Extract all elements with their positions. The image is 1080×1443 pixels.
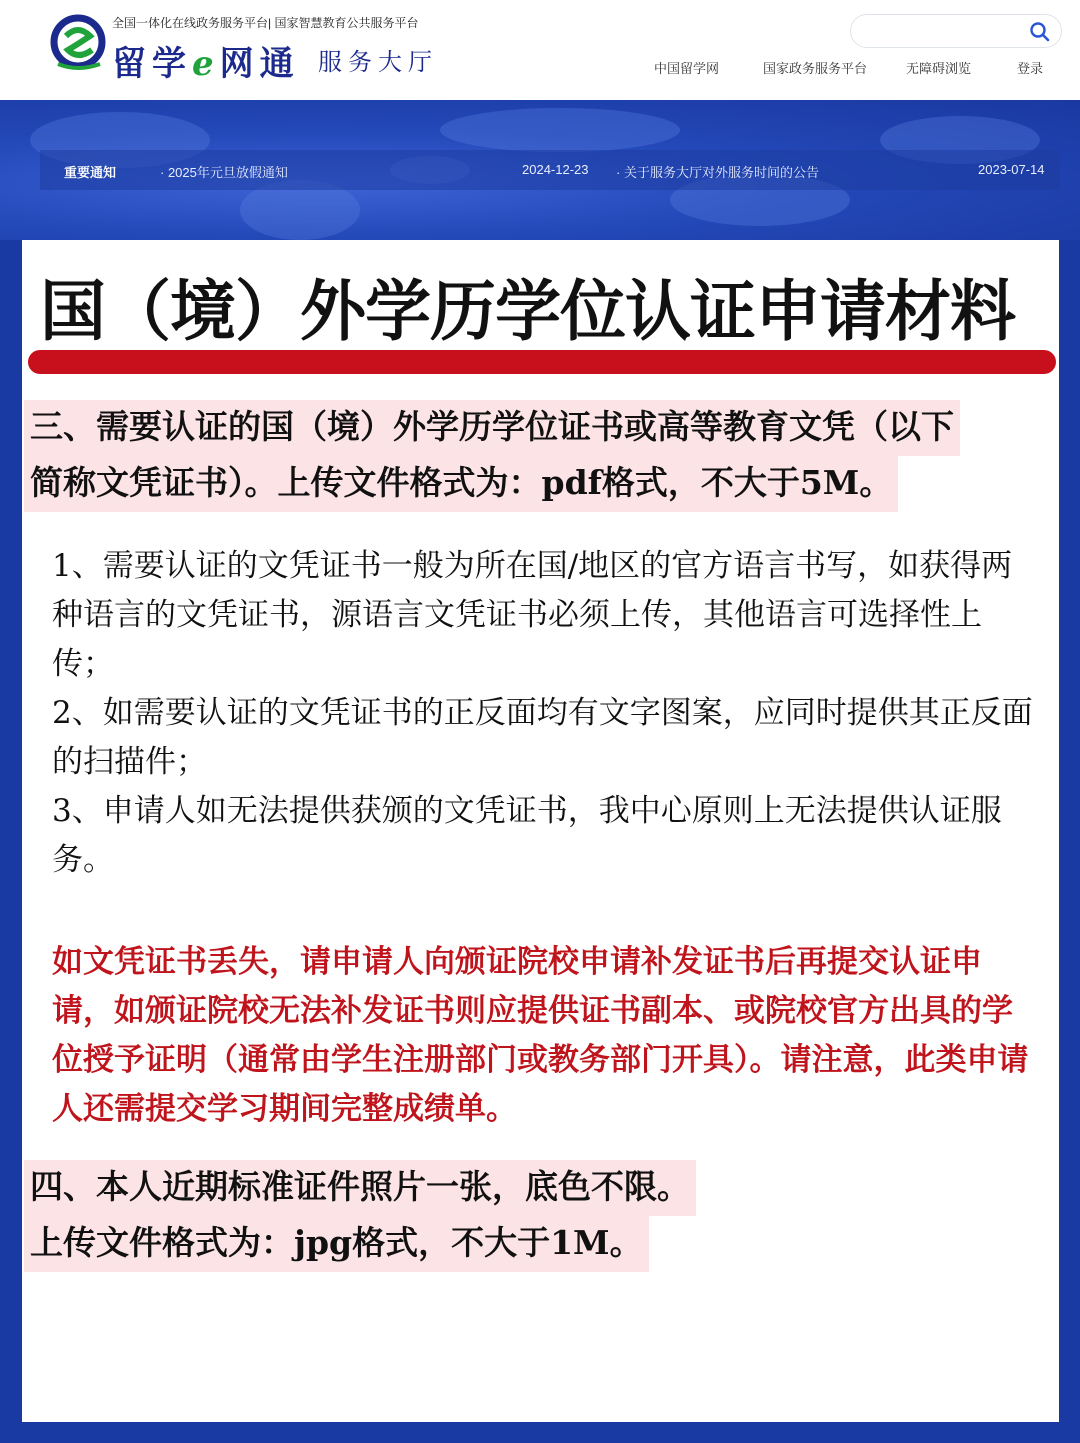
lost-certificate-warning: 如文凭证书丢失，请申请人向颁证院校申请补发证书后再提交认证申请，如颁证院校无法补发证书则应提供证书副本、或院校官方出具的学位授予证明（通常由学生注册部门或教务部门开具）。请注意，此类申请人还需提交学习期间完整成绩单。 bbox=[52, 944, 1029, 1127]
section-4-heading bbox=[24, 1160, 696, 1272]
page-title: 国（境）外学历学位认证申请材料 bbox=[40, 272, 1015, 350]
notice-banner bbox=[0, 100, 1080, 240]
notice-item-date: 2023-07-14 bbox=[978, 162, 1045, 177]
nav-link-login[interactable]: 登录 bbox=[1017, 61, 1044, 76]
brand-name bbox=[112, 36, 300, 85]
search-icon[interactable] bbox=[1029, 21, 1051, 43]
brand-main: 留学 bbox=[112, 44, 192, 84]
site-logo-icon[interactable] bbox=[48, 14, 110, 74]
title-underline bbox=[28, 350, 1056, 374]
section-4-line-2: 上传文件格式为：jpg格式，不大于1M。 bbox=[24, 1216, 649, 1272]
requirements-list bbox=[52, 542, 1042, 885]
nav-link-gov-service[interactable]: 国家政务服务平台 bbox=[763, 61, 868, 76]
section-3-line-2: 简称文凭证书）。上传文件格式为：pdf格式，不大于5M。 bbox=[24, 456, 898, 512]
brand-e: e bbox=[192, 44, 220, 84]
nav-link-china-study[interactable]: 中国留学网 bbox=[654, 61, 720, 76]
site-header bbox=[0, 0, 1080, 100]
search-box[interactable] bbox=[850, 14, 1062, 48]
brand-subtitle: 服务大厅 bbox=[318, 48, 438, 76]
nav-link-accessibility[interactable]: 无障碍浏览 bbox=[906, 61, 972, 76]
section-4-line-1: 四、本人近期标准证件照片一张，底色不限。 bbox=[24, 1160, 696, 1216]
list-item: 1、需要认证的文凭证书一般为所在国/地区的官方语言书写，如获得两种语言的文凭证书，源语言文凭证书必须上传，其他语言可选择性上传； bbox=[52, 548, 1013, 682]
list-item: 3、申请人如无法提供获颁的文凭证书，我中心原则上无法提供认证服务。 bbox=[52, 793, 1002, 878]
notice-item-date: 2024-12-23 bbox=[522, 162, 589, 177]
list-item: 2、如需要认证的文凭证书的正反面均有文字图案，应同时提供其正反面的扫描件； bbox=[52, 695, 1033, 780]
platform-line: 全国一体化在线政务服务平台| 国家智慧教育公共服务平台 bbox=[112, 16, 419, 30]
notice-item-title[interactable]: · 2025年元旦放假通知 bbox=[160, 165, 288, 180]
notice-label: 重要通知 bbox=[64, 165, 117, 180]
section-3-line-1: 三、需要认证的国（境）外学历学位证书或高等教育文凭（以下 bbox=[24, 400, 960, 456]
content-card bbox=[22, 240, 1059, 1422]
notice-item-title[interactable]: · 关于服务大厅对外服务时间的公告 bbox=[616, 165, 819, 180]
brand-tail: 网通 bbox=[219, 44, 300, 84]
section-3-heading bbox=[24, 400, 960, 512]
